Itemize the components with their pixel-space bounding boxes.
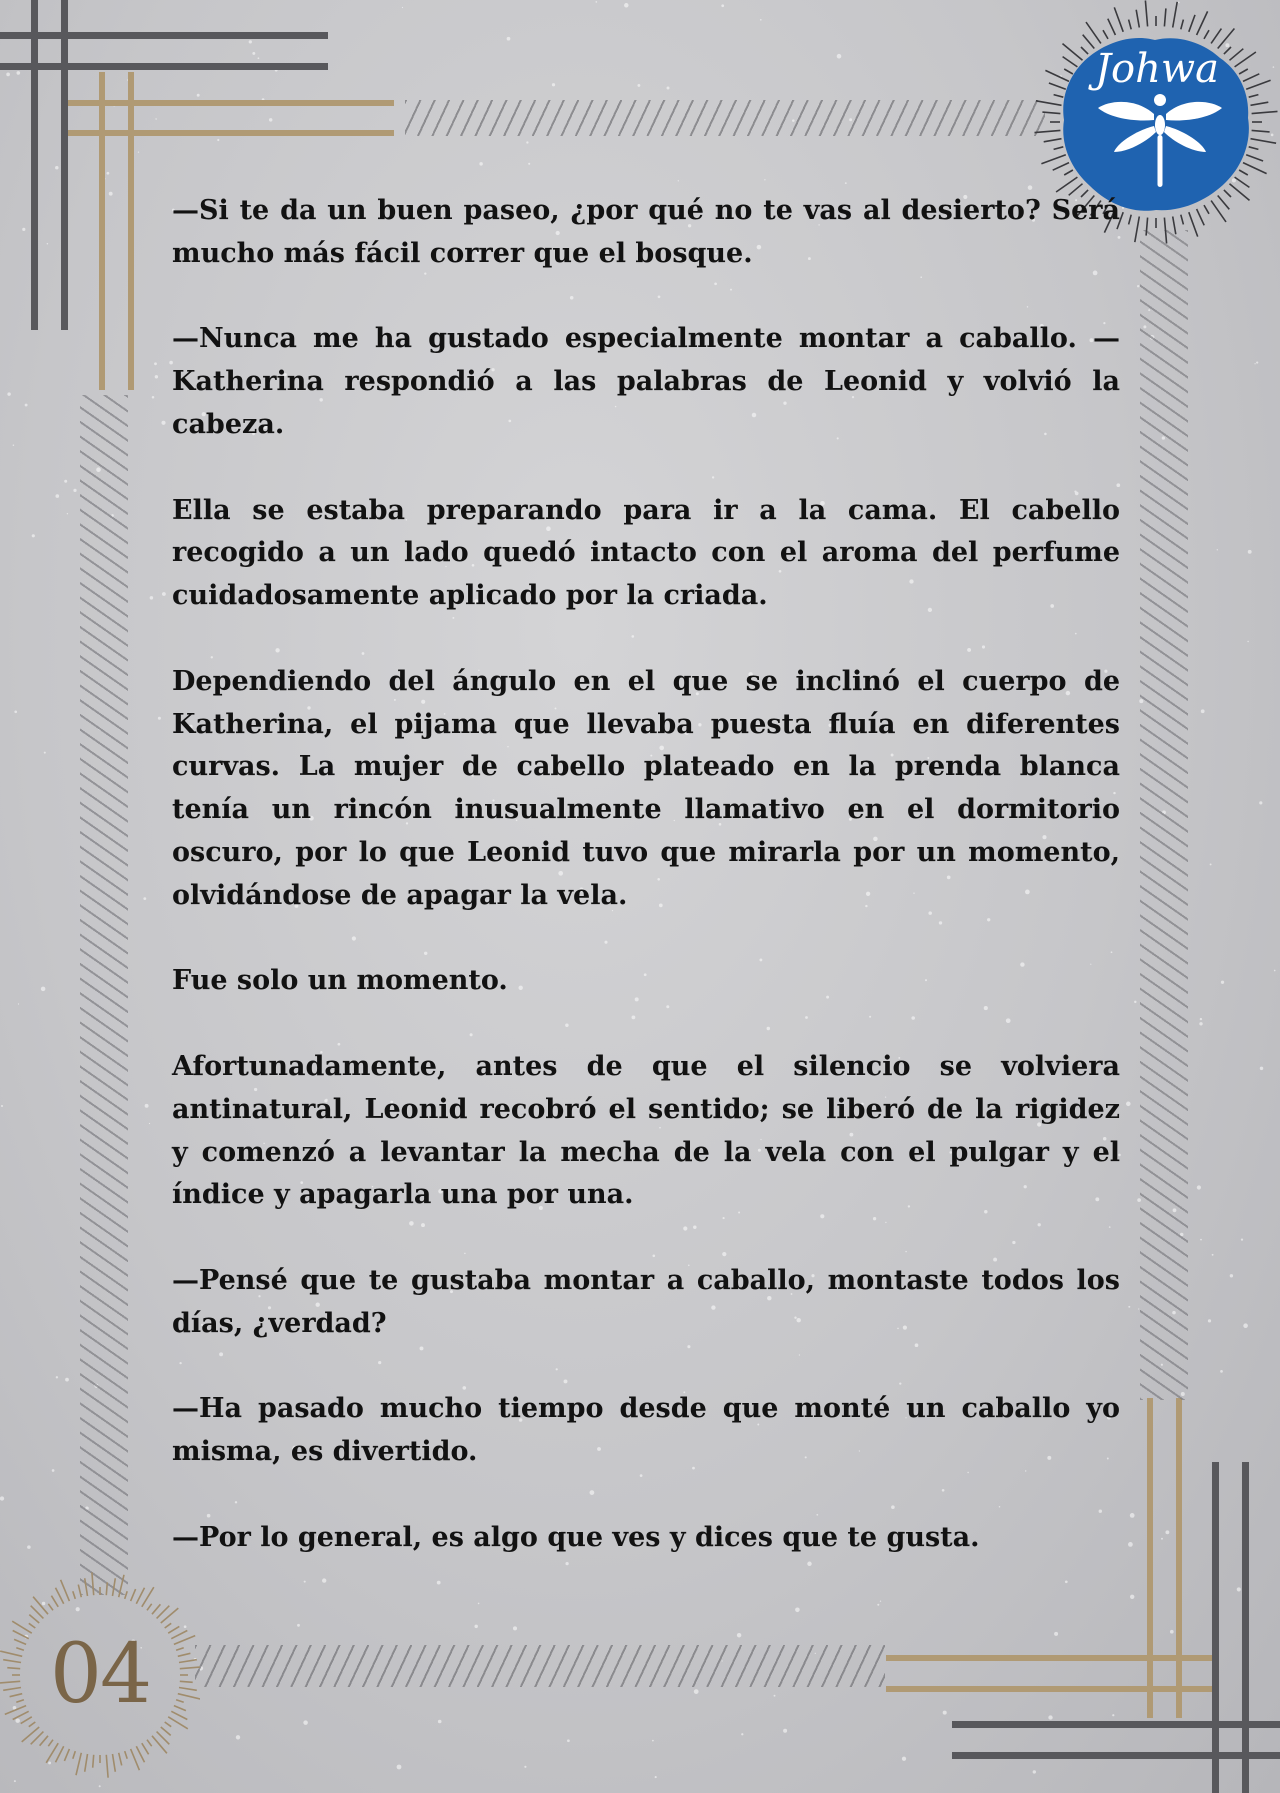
speckle [877,1604,879,1606]
paragraph: —Por lo general, es algo que ves y dices que te gusta. [172,1521,980,1553]
sunburst-ray [147,1740,152,1747]
frame-bar-top-left-gold-horizontal-1 [68,100,394,106]
sunburst-ray [85,1754,88,1772]
logo-ray [1049,83,1066,89]
speckle [1256,362,1258,364]
logo-ray [1135,217,1140,243]
sunburst-ray [29,1722,36,1727]
speckle [783,1729,787,1733]
frame-bar-bottom-right-horizontal-2 [952,1752,1280,1759]
speckle [152,396,155,399]
logo-ray [1054,95,1064,98]
frame-bar-bottom-right-gold-horizontal-2 [886,1686,1212,1692]
speckle [65,1378,69,1382]
speckle [678,180,679,181]
speckle [1199,1022,1202,1025]
logo-ray [1239,170,1248,175]
speckle [73,489,76,492]
logo-ray [1230,49,1244,61]
sunburst-ray [56,1588,64,1604]
sunburst-ray [165,1722,172,1727]
logo-ray [1252,130,1270,132]
speckle [258,57,260,59]
speckle [47,243,48,244]
speckle [1260,1067,1263,1070]
logo-ray [1243,163,1267,174]
sunburst-ray [40,1736,48,1746]
speckle [1197,1185,1201,1189]
logo-ray [1129,215,1132,225]
speckle [764,179,765,180]
sunburst-ray [119,1575,124,1597]
sunburst-ray [85,1578,88,1596]
logo-ray [1251,102,1269,105]
speckle [397,1765,402,1770]
logo-ray [1042,112,1060,114]
paragraph: Dependiendo del ángulo en el que se inclinó el cuerpo de Katherina, el pijama que llevaba puesta fluía en diferentes curvas. La mujer de cabello plateado en la prenda blanca tenía un rincón inusualmente llamativo en el dormitorio oscuro, por lo que Leonid tuvo que mirarla por un momento, olvidándose de apagar la vela. [172,665,1120,911]
sunburst-ray [73,1591,76,1599]
frame-bar-top-left-horizontal-2 [0,63,328,70]
logo-ray [1173,2,1178,28]
speckle [721,4,724,7]
speckle [902,1757,906,1761]
frame-bar-bottom-right-horizontal-1 [952,1721,1280,1728]
sunburst-ray [131,1749,140,1770]
speckle [138,151,139,152]
logo-text: Johwa [1095,46,1219,92]
sunburst-ray [7,1668,20,1669]
logo-ray [1249,147,1259,150]
speckle [737,1633,741,1637]
sunburst-ray [29,1615,39,1623]
speckle [837,54,842,59]
logo-ray [1204,205,1209,214]
speckle [637,84,640,87]
frame-bar-bottom-right-gold-horizontal-1 [886,1655,1212,1661]
speckle [56,1376,58,1378]
sunburst-ray [131,1589,136,1601]
logo-ray [1129,20,1132,30]
speckle [1134,1001,1136,1003]
speckle [22,228,25,231]
logo-ray [1036,101,1062,106]
sunburst-ray [22,1727,40,1742]
logo-ray [1108,19,1116,35]
sunburst-ray [3,1660,21,1663]
speckle [6,73,10,77]
frame-bar-top-left-gold-vertical-2 [128,72,134,390]
speckle [107,172,110,175]
sunburst-ray [161,1608,179,1623]
logo-ray [1235,177,1250,187]
page-number: 04 [49,1627,151,1722]
sunburst-ray [61,1580,70,1601]
frame-bar-top-left-gold-horizontal-2 [68,130,394,136]
speckle [162,592,166,596]
logo-ray [1164,8,1166,26]
speckle [845,182,847,184]
speckle [17,71,21,75]
logo-ray [1164,218,1166,244]
speckle [303,1720,308,1725]
sunburst-ray [113,1754,116,1772]
logo-ray [1249,95,1259,98]
logo-ray [1224,47,1231,54]
logo-ray [1041,155,1065,164]
paragraph: Fue solo un momento. [172,965,508,997]
speckle [41,987,46,992]
speckle [595,1,597,3]
sunburst-ray [142,1743,149,1754]
logo-ray [1239,69,1248,74]
sunburst-ray [92,1572,94,1595]
speckle [624,3,628,7]
logo-ray [1045,70,1069,81]
sunburst-ray [56,1746,64,1762]
speckle [1243,1323,1248,1328]
speckle [1254,363,1255,364]
speckle [1048,1715,1052,1719]
logo-ray [1081,47,1088,54]
speckle [7,392,10,395]
logo-ray [1189,15,1195,32]
sunburst-ray [179,1660,197,1663]
speckle [158,717,161,720]
logo-ray [1146,218,1148,236]
logo-ray [1035,130,1061,132]
speckle [236,1735,240,1739]
logo-ray [1136,10,1139,28]
logo-ray [1145,1,1147,27]
speckle [1210,863,1212,865]
speckle [149,1123,150,1124]
sunburst-ray [48,1604,53,1611]
paragraph: —Ha pasado mucho tiempo desde que monté un caballo yo misma, es divertido. [172,1393,1120,1468]
speckle [1054,1632,1058,1636]
sunburst-ray [152,1736,167,1754]
logo-ray [1204,30,1209,39]
speckle [1259,801,1262,804]
sunburst-ray [3,1688,21,1691]
sunburst-ray [64,1749,69,1761]
story-text [172,190,1120,1602]
speckle [438,1720,442,1724]
sunburst-ray [147,1604,152,1611]
paragraph: —Pensé que te gustaba montar a caballo, montaste todos los días, ¿verdad? [172,1264,1120,1339]
speckle [143,897,146,900]
sunburst-ray [125,1751,128,1759]
speckle [249,40,252,43]
frame-bar-bottom-right-vertical-2 [1242,1462,1249,1793]
speckle [1247,641,1248,642]
speckle [524,1766,526,1768]
frame-bar-top-left-gold-vertical-1 [99,72,105,390]
speckle [507,37,511,41]
sunburst-ray [180,1681,193,1682]
speckle [943,1711,947,1715]
speckle [1221,981,1224,984]
sunburst-ray [48,1740,53,1747]
logo-ray [1114,7,1123,31]
sunburst-ray [136,1746,144,1762]
speckle [1170,1630,1174,1634]
speckle [1,1105,3,1107]
speckle [1230,1274,1233,1277]
speckle [795,1608,800,1613]
sunburst-ray [152,1604,160,1614]
logo-ray [1054,147,1064,150]
logo-ray [1181,20,1184,30]
speckle [64,480,67,483]
speckle [1248,550,1252,554]
logo-ray [1243,74,1259,82]
speckle [478,1603,480,1605]
speckle [1237,1587,1241,1591]
sunburst-ray [76,1753,81,1775]
speckle [760,19,762,21]
sunburst-ray [161,1727,171,1735]
speckle [67,513,68,514]
speckle [526,141,528,143]
speckle [667,87,670,90]
speckle [1130,1595,1134,1599]
speckle [479,162,482,165]
paragraph: Afortunadamente, antes de que el silencio se volviera antinatural, Leonid recobró el sentido; se liberó de la rigidez y comenzó a levantar la mecha de la vela con el pulgar y el índice y apagarla una por una. [172,1050,1120,1211]
speckle [109,192,113,196]
speckle [150,596,153,599]
logo-ray [1044,139,1062,142]
speckle [55,166,58,169]
speckle [32,534,35,537]
speckle [513,1626,517,1630]
logo-ray [1064,69,1073,74]
logo-ray [1063,57,1078,67]
sunburst-ray [106,1582,107,1595]
logo-ray [1173,217,1176,235]
logo-ray [1211,29,1221,44]
hatch-border-bottom [195,1645,885,1687]
hatch-border-left [80,395,128,1595]
speckle [25,404,28,407]
logo-ray [1103,30,1108,39]
sunburst-ray [180,1667,200,1669]
speckle [1201,709,1205,713]
speckle [1126,1102,1131,1107]
speckle [252,52,255,55]
speckle [1112,1714,1114,1716]
speckle [741,1733,743,1735]
hatch-border-top [405,100,1045,136]
speckle [1200,1239,1202,1241]
speckle [1165,1530,1169,1534]
speckle [217,139,219,141]
speckle [297,1624,300,1627]
sunburst-ray [93,1755,94,1768]
sunburst-ray [136,1588,144,1604]
sunburst-ray [0,1651,22,1656]
sunburst-ray [125,1591,128,1599]
speckle [528,163,530,165]
speckle [552,83,555,86]
logo-ray [1251,139,1277,144]
logo-ray [1053,163,1069,171]
speckle [1161,1538,1163,1540]
logo-ray [1181,215,1184,225]
sunburst-ray [119,1753,122,1766]
speckle [1130,1513,1135,1518]
speckle [774,1695,776,1697]
logo-ray [1197,209,1205,225]
sunburst-ray [51,1596,58,1607]
sunburst-ray [113,1578,116,1596]
speckle [402,7,403,8]
speckle [154,362,157,365]
speckle [52,1469,55,1472]
speckle [13,444,14,445]
speckle [27,1545,31,1549]
logo-ray [1064,170,1073,175]
speckle [474,1625,477,1628]
speckle [155,118,156,119]
speckle [1200,1018,1202,1020]
logo-ray [1189,212,1198,236]
speckle [56,494,60,498]
speckle [1128,1306,1130,1308]
paragraph: —Nunca me ha gustado especialmente montar a caballo. —Katherina respondió a las palabras de Leonid y volvió la cabeza. [172,323,1120,440]
speckle [145,1104,149,1108]
speckle [1241,1238,1243,1240]
sunburst-ray [73,1751,76,1759]
speckle [44,752,46,754]
speckle [1128,1542,1133,1547]
speckle [1212,1254,1214,1256]
speckle [567,1739,570,1742]
logo-ray [1197,11,1208,35]
speckle [694,1689,699,1694]
logo-ray [1252,111,1278,113]
paragraph: —Si te da un buen paseo, ¿por qué no te vas al desierto? Será mucho más fácil correr que el bosque. [172,195,1120,269]
frame-bar-top-left-horizontal-1 [0,32,328,39]
speckle [0,1496,4,1500]
speckle [652,1740,654,1742]
sunburst-ray [0,1681,20,1683]
logo-ray [1083,35,1095,49]
paragraph: Ella se estaba preparando para ir a la cama. El cabello recogido a un lado quedó intacto con el aroma del perfume cuidadosamente aplicado por la criada. [172,494,1120,612]
speckle [161,421,165,425]
speckle [14,710,17,713]
speckle [1220,1370,1223,1373]
sunburst-ray [106,1755,108,1778]
speckle [1033,1770,1036,1773]
speckle [655,1776,657,1778]
speckle [197,94,200,97]
speckle [1208,1319,1211,1322]
frame-bar-bottom-right-vertical-1 [1212,1462,1219,1793]
speckle [1217,549,1218,550]
frame-bar-top-left-vertical-2 [61,0,68,330]
logo-ray [1246,155,1263,161]
speckle [18,1003,19,1004]
hatch-border-right [1140,230,1188,1400]
sunburst-ray [178,1694,200,1699]
frame-bar-bottom-right-gold-vertical-2 [1176,1398,1182,1718]
logo-ray [1224,190,1231,197]
sunburst-ray [33,1597,48,1615]
logo-ray [1218,196,1230,210]
frame-bar-bottom-right-gold-vertical-1 [1147,1398,1153,1718]
sunburst-ray [179,1688,197,1691]
sunburst-ray [78,1585,81,1598]
speckle [269,118,272,121]
speckle [155,375,158,378]
frame-bar-top-left-vertical-1 [31,0,38,330]
logo-ray [1246,80,1270,89]
speckle [1274,970,1276,972]
